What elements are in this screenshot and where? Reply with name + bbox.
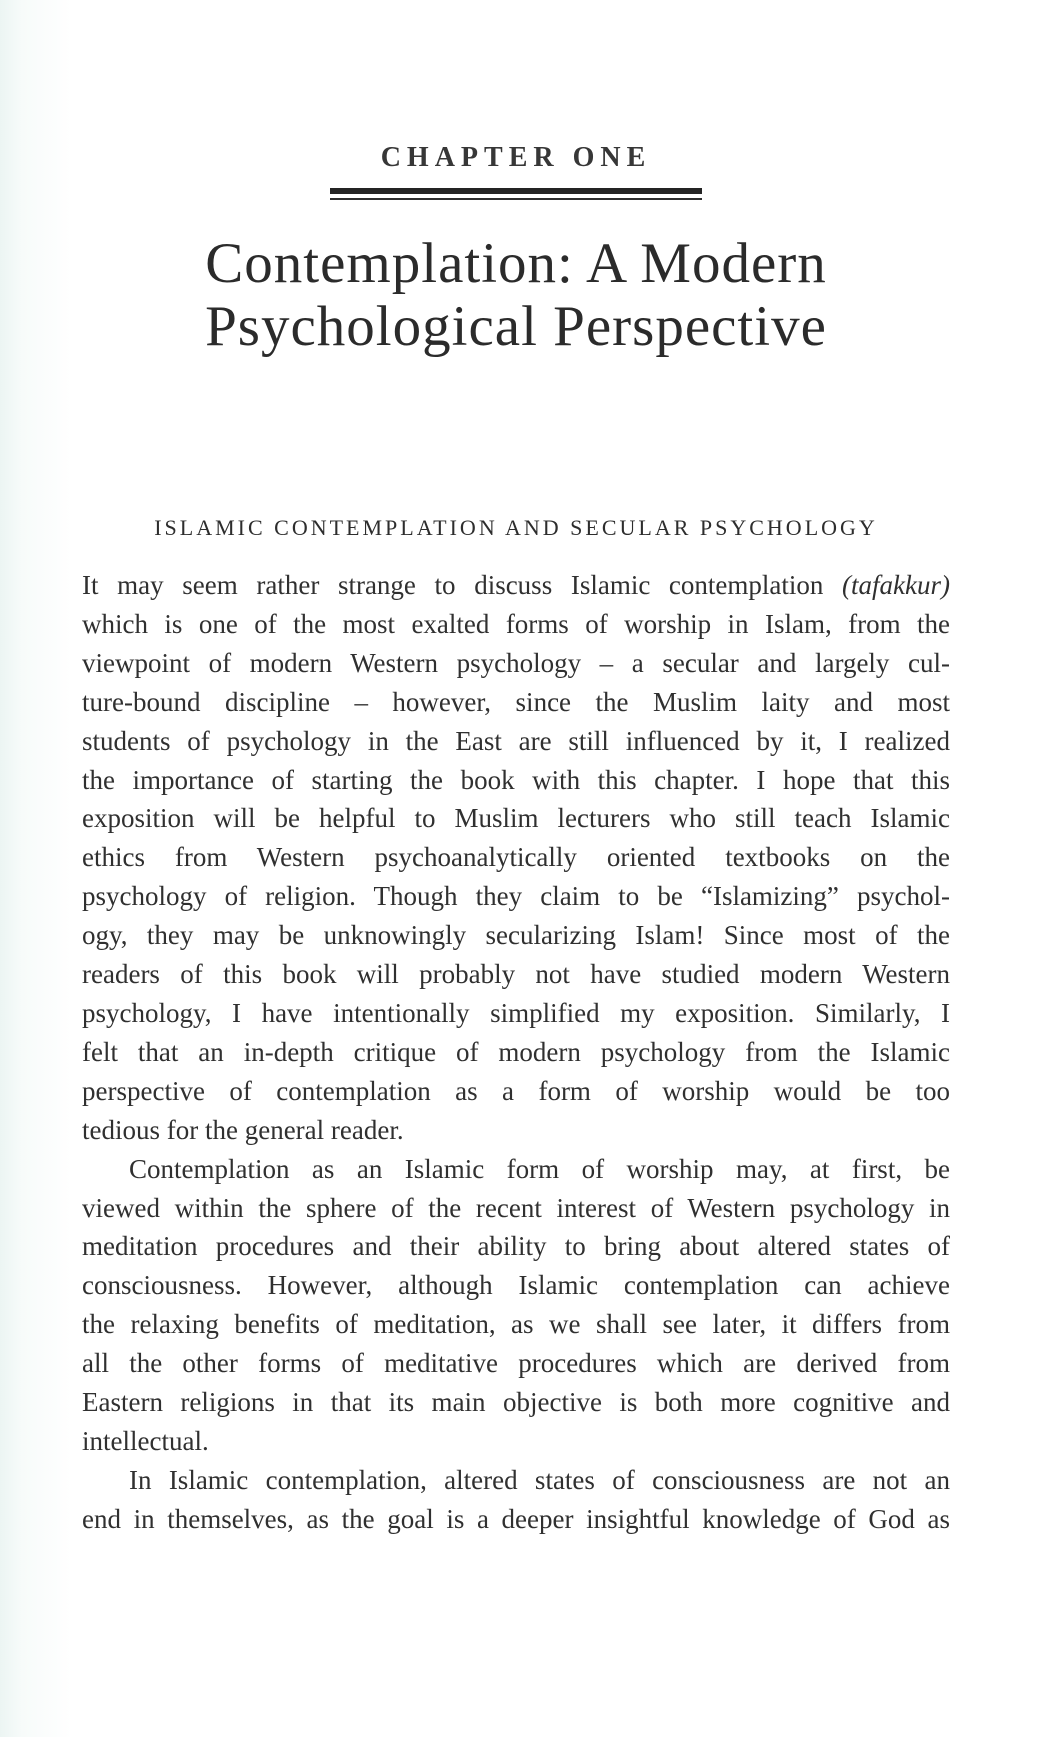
- body-line: the relaxing benefits of meditation, as we shall see later, it differs from: [82, 1309, 950, 1340]
- body-line: all the other forms of meditative procedures which are derived from: [82, 1348, 950, 1379]
- body-line: perspective of contemplation as a form of worship would be too: [82, 1075, 950, 1106]
- body-line: consciousness. However, although Islamic contemplation can achieve: [82, 1270, 950, 1301]
- body-line: readers of this book will probably not have studied modern Western: [82, 959, 950, 990]
- text-column: [82, 0, 950, 1539]
- paragraph: [82, 566, 950, 1150]
- body-line: tedious for the general reader.: [82, 1114, 404, 1145]
- body-line: viewpoint of modern Western psychology – a secular and largely cul-: [82, 647, 950, 678]
- body-line: the importance of starting the book with this chapter. I hope that this: [82, 764, 950, 795]
- body-line: ogy, they may be unknowingly secularizing Islam! Since most of the: [82, 920, 950, 951]
- chapter-kicker: CHAPTER ONE: [380, 142, 652, 173]
- chapter-title-line-1: Contemplation: A Modern: [205, 232, 827, 295]
- body-line: felt that an in-depth critique of modern psychology from the Islamic: [82, 1036, 950, 1067]
- body-line: students of psychology in the East are still influenced by it, I realized: [82, 725, 950, 756]
- chapter-title-line-2: Psychological Perspective: [205, 295, 827, 358]
- body-line: Contemplation as an Islamic form of worship may, at first, be: [129, 1153, 950, 1184]
- body-line: which is one of the most exalted forms of worship in Islam, from the: [82, 608, 950, 639]
- body-line: end in themselves, as the goal is a deeper insightful knowledge of God as: [82, 1503, 950, 1534]
- body-line: In Islamic contemplation, altered states of consciousness are not an: [129, 1464, 950, 1495]
- body-line: Eastern religions in that its main objective is both more cognitive and: [82, 1387, 950, 1418]
- body-line: exposition will be helpful to Muslim lecturers who still teach Islamic: [82, 803, 950, 834]
- body-line: It may seem rather strange to discuss Islamic contemplation (tafakkur): [82, 570, 950, 600]
- paragraph: [82, 1461, 950, 1539]
- chapter-rule: [330, 188, 702, 200]
- body-line: psychology of religion. Though they claim to be “Islamizing” psychol-: [82, 881, 950, 912]
- section-heading: ISLAMIC CONTEMPLATION AND SECULAR PSYCHOLOGY: [154, 515, 878, 540]
- body-line: ture-bound discipline – however, since the Muslim laity and most: [82, 686, 950, 717]
- body-line: psychology, I have intentionally simplified my exposition. Similarly, I: [82, 997, 950, 1028]
- body-line: ethics from Western psychoanalytically oriented textbooks on the: [82, 842, 950, 873]
- paragraph: [82, 1150, 950, 1461]
- chapter-title: [82, 232, 950, 358]
- body-line: viewed within the sphere of the recent interest of Western psychology in: [82, 1192, 950, 1223]
- body-line: meditation procedures and their ability to bring about altered states of: [82, 1231, 950, 1262]
- body-text: [82, 566, 950, 1539]
- body-line: intellectual.: [82, 1425, 209, 1456]
